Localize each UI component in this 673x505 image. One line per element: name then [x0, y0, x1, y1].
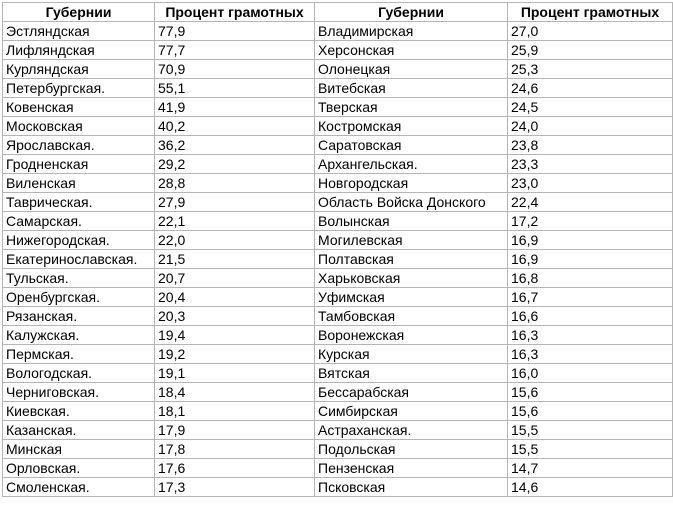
literacy-table	[2, 2, 673, 497]
cell-percent-left: 20,3	[155, 307, 315, 326]
cell-percent-left: 18,1	[155, 402, 315, 421]
cell-percent-left: 17,8	[155, 440, 315, 459]
cell-percent-left: 20,4	[155, 288, 315, 307]
cell-percent-right: 16,0	[508, 364, 673, 383]
cell-percent-right: 15,6	[508, 383, 673, 402]
table-row	[3, 136, 673, 155]
cell-percent-right: 27,0	[508, 22, 673, 41]
cell-province-right: Волынская	[315, 212, 508, 231]
cell-percent-right: 24,0	[508, 117, 673, 136]
header-province-right: Губернии	[315, 3, 508, 22]
cell-percent-left: 19,2	[155, 345, 315, 364]
table-row	[3, 288, 673, 307]
cell-province-left: Казанская.	[3, 421, 155, 440]
table-row	[3, 307, 673, 326]
cell-percent-left: 19,1	[155, 364, 315, 383]
cell-province-right: Астраханская.	[315, 421, 508, 440]
cell-province-right: Новгородская	[315, 174, 508, 193]
table-row	[3, 231, 673, 250]
header-province-left: Губернии	[3, 3, 155, 22]
cell-percent-left: 41,9	[155, 98, 315, 117]
cell-percent-right: 17,2	[508, 212, 673, 231]
cell-province-right: Воронежская	[315, 326, 508, 345]
cell-percent-left: 17,9	[155, 421, 315, 440]
cell-province-left: Нижегородская.	[3, 231, 155, 250]
cell-province-left: Киевская.	[3, 402, 155, 421]
cell-province-left: Калужская.	[3, 326, 155, 345]
cell-percent-left: 21,5	[155, 250, 315, 269]
table-row	[3, 117, 673, 136]
table-row	[3, 250, 673, 269]
cell-province-right: Подольская	[315, 440, 508, 459]
cell-percent-left: 27,9	[155, 193, 315, 212]
cell-province-left: Московская	[3, 117, 155, 136]
cell-percent-right: 16,7	[508, 288, 673, 307]
table-row	[3, 421, 673, 440]
cell-province-right: Симбирская	[315, 402, 508, 421]
cell-percent-right: 16,6	[508, 307, 673, 326]
cell-percent-right: 16,8	[508, 269, 673, 288]
cell-percent-right: 15,6	[508, 402, 673, 421]
cell-province-left: Тульская.	[3, 269, 155, 288]
cell-percent-left: 17,3	[155, 478, 315, 497]
cell-percent-right: 16,9	[508, 250, 673, 269]
cell-percent-left: 22,0	[155, 231, 315, 250]
cell-province-right: Саратовская	[315, 136, 508, 155]
table-row	[3, 402, 673, 421]
cell-province-left: Смоленская.	[3, 478, 155, 497]
table-row	[3, 440, 673, 459]
cell-province-right: Вятская	[315, 364, 508, 383]
table-row	[3, 212, 673, 231]
cell-province-right: Херсонская	[315, 41, 508, 60]
header-row	[3, 3, 673, 22]
cell-province-right: Тамбовская	[315, 307, 508, 326]
table-row	[3, 364, 673, 383]
cell-province-right: Бессарабская	[315, 383, 508, 402]
table-row	[3, 155, 673, 174]
cell-percent-right: 16,9	[508, 231, 673, 250]
cell-percent-right: 15,5	[508, 440, 673, 459]
cell-percent-left: 20,7	[155, 269, 315, 288]
cell-province-right: Область Войска Донского	[315, 193, 508, 212]
cell-province-left: Рязанская.	[3, 307, 155, 326]
cell-province-left: Екатеринославская.	[3, 250, 155, 269]
table-row	[3, 193, 673, 212]
table-row	[3, 383, 673, 402]
table-row	[3, 98, 673, 117]
cell-province-left: Пермская.	[3, 345, 155, 364]
table-row	[3, 269, 673, 288]
cell-percent-right: 24,5	[508, 98, 673, 117]
cell-percent-left: 40,2	[155, 117, 315, 136]
table-row	[3, 478, 673, 497]
cell-percent-left: 22,1	[155, 212, 315, 231]
cell-province-right: Архангельская.	[315, 155, 508, 174]
cell-percent-right: 14,7	[508, 459, 673, 478]
cell-province-left: Самарская.	[3, 212, 155, 231]
cell-percent-left: 77,7	[155, 41, 315, 60]
cell-percent-left: 29,2	[155, 155, 315, 174]
header-percent-left: Процент грамотных	[155, 3, 315, 22]
cell-province-right: Витебская	[315, 79, 508, 98]
cell-province-right: Костромская	[315, 117, 508, 136]
table-row	[3, 174, 673, 193]
cell-province-left: Таврическая.	[3, 193, 155, 212]
cell-percent-right: 14,6	[508, 478, 673, 497]
cell-percent-right: 24,6	[508, 79, 673, 98]
cell-province-left: Гродненская	[3, 155, 155, 174]
cell-province-left: Ярославская.	[3, 136, 155, 155]
cell-province-left: Вологодская.	[3, 364, 155, 383]
table-row	[3, 345, 673, 364]
cell-percent-right: 15,5	[508, 421, 673, 440]
table-row	[3, 459, 673, 478]
cell-percent-left: 36,2	[155, 136, 315, 155]
cell-province-right: Тверская	[315, 98, 508, 117]
table-row	[3, 326, 673, 345]
cell-province-left: Ковенская	[3, 98, 155, 117]
cell-province-left: Черниговская.	[3, 383, 155, 402]
cell-percent-left: 28,8	[155, 174, 315, 193]
cell-percent-right: 23,0	[508, 174, 673, 193]
cell-percent-left: 77,9	[155, 22, 315, 41]
cell-province-right: Полтавская	[315, 250, 508, 269]
cell-percent-right: 16,3	[508, 326, 673, 345]
table-row	[3, 79, 673, 98]
cell-percent-right: 25,9	[508, 41, 673, 60]
cell-percent-right: 25,3	[508, 60, 673, 79]
cell-percent-right: 23,8	[508, 136, 673, 155]
cell-province-left: Орловская.	[3, 459, 155, 478]
cell-percent-right: 22,4	[508, 193, 673, 212]
cell-province-left: Петербургская.	[3, 79, 155, 98]
header-percent-right: Процент грамотных	[508, 3, 673, 22]
table-row	[3, 60, 673, 79]
cell-percent-left: 55,1	[155, 79, 315, 98]
cell-province-right: Харьковская	[315, 269, 508, 288]
cell-province-right: Олонецкая	[315, 60, 508, 79]
cell-province-right: Владимирская	[315, 22, 508, 41]
cell-percent-left: 70,9	[155, 60, 315, 79]
cell-province-right: Курская	[315, 345, 508, 364]
cell-percent-right: 23,3	[508, 155, 673, 174]
cell-province-right: Уфимская	[315, 288, 508, 307]
cell-province-left: Виленская	[3, 174, 155, 193]
cell-province-left: Лифляндская	[3, 41, 155, 60]
cell-province-left: Оренбургская.	[3, 288, 155, 307]
cell-province-left: Курляндская	[3, 60, 155, 79]
cell-province-right: Пензенская	[315, 459, 508, 478]
table-row	[3, 41, 673, 60]
cell-province-right: Псковская	[315, 478, 508, 497]
cell-province-right: Могилевская	[315, 231, 508, 250]
cell-percent-right: 16,3	[508, 345, 673, 364]
cell-percent-left: 19,4	[155, 326, 315, 345]
cell-province-left: Эстляндская	[3, 22, 155, 41]
table-row	[3, 22, 673, 41]
cell-province-left: Минская	[3, 440, 155, 459]
table-body	[3, 22, 673, 497]
table-header	[3, 3, 673, 22]
cell-percent-left: 18,4	[155, 383, 315, 402]
cell-percent-left: 17,6	[155, 459, 315, 478]
